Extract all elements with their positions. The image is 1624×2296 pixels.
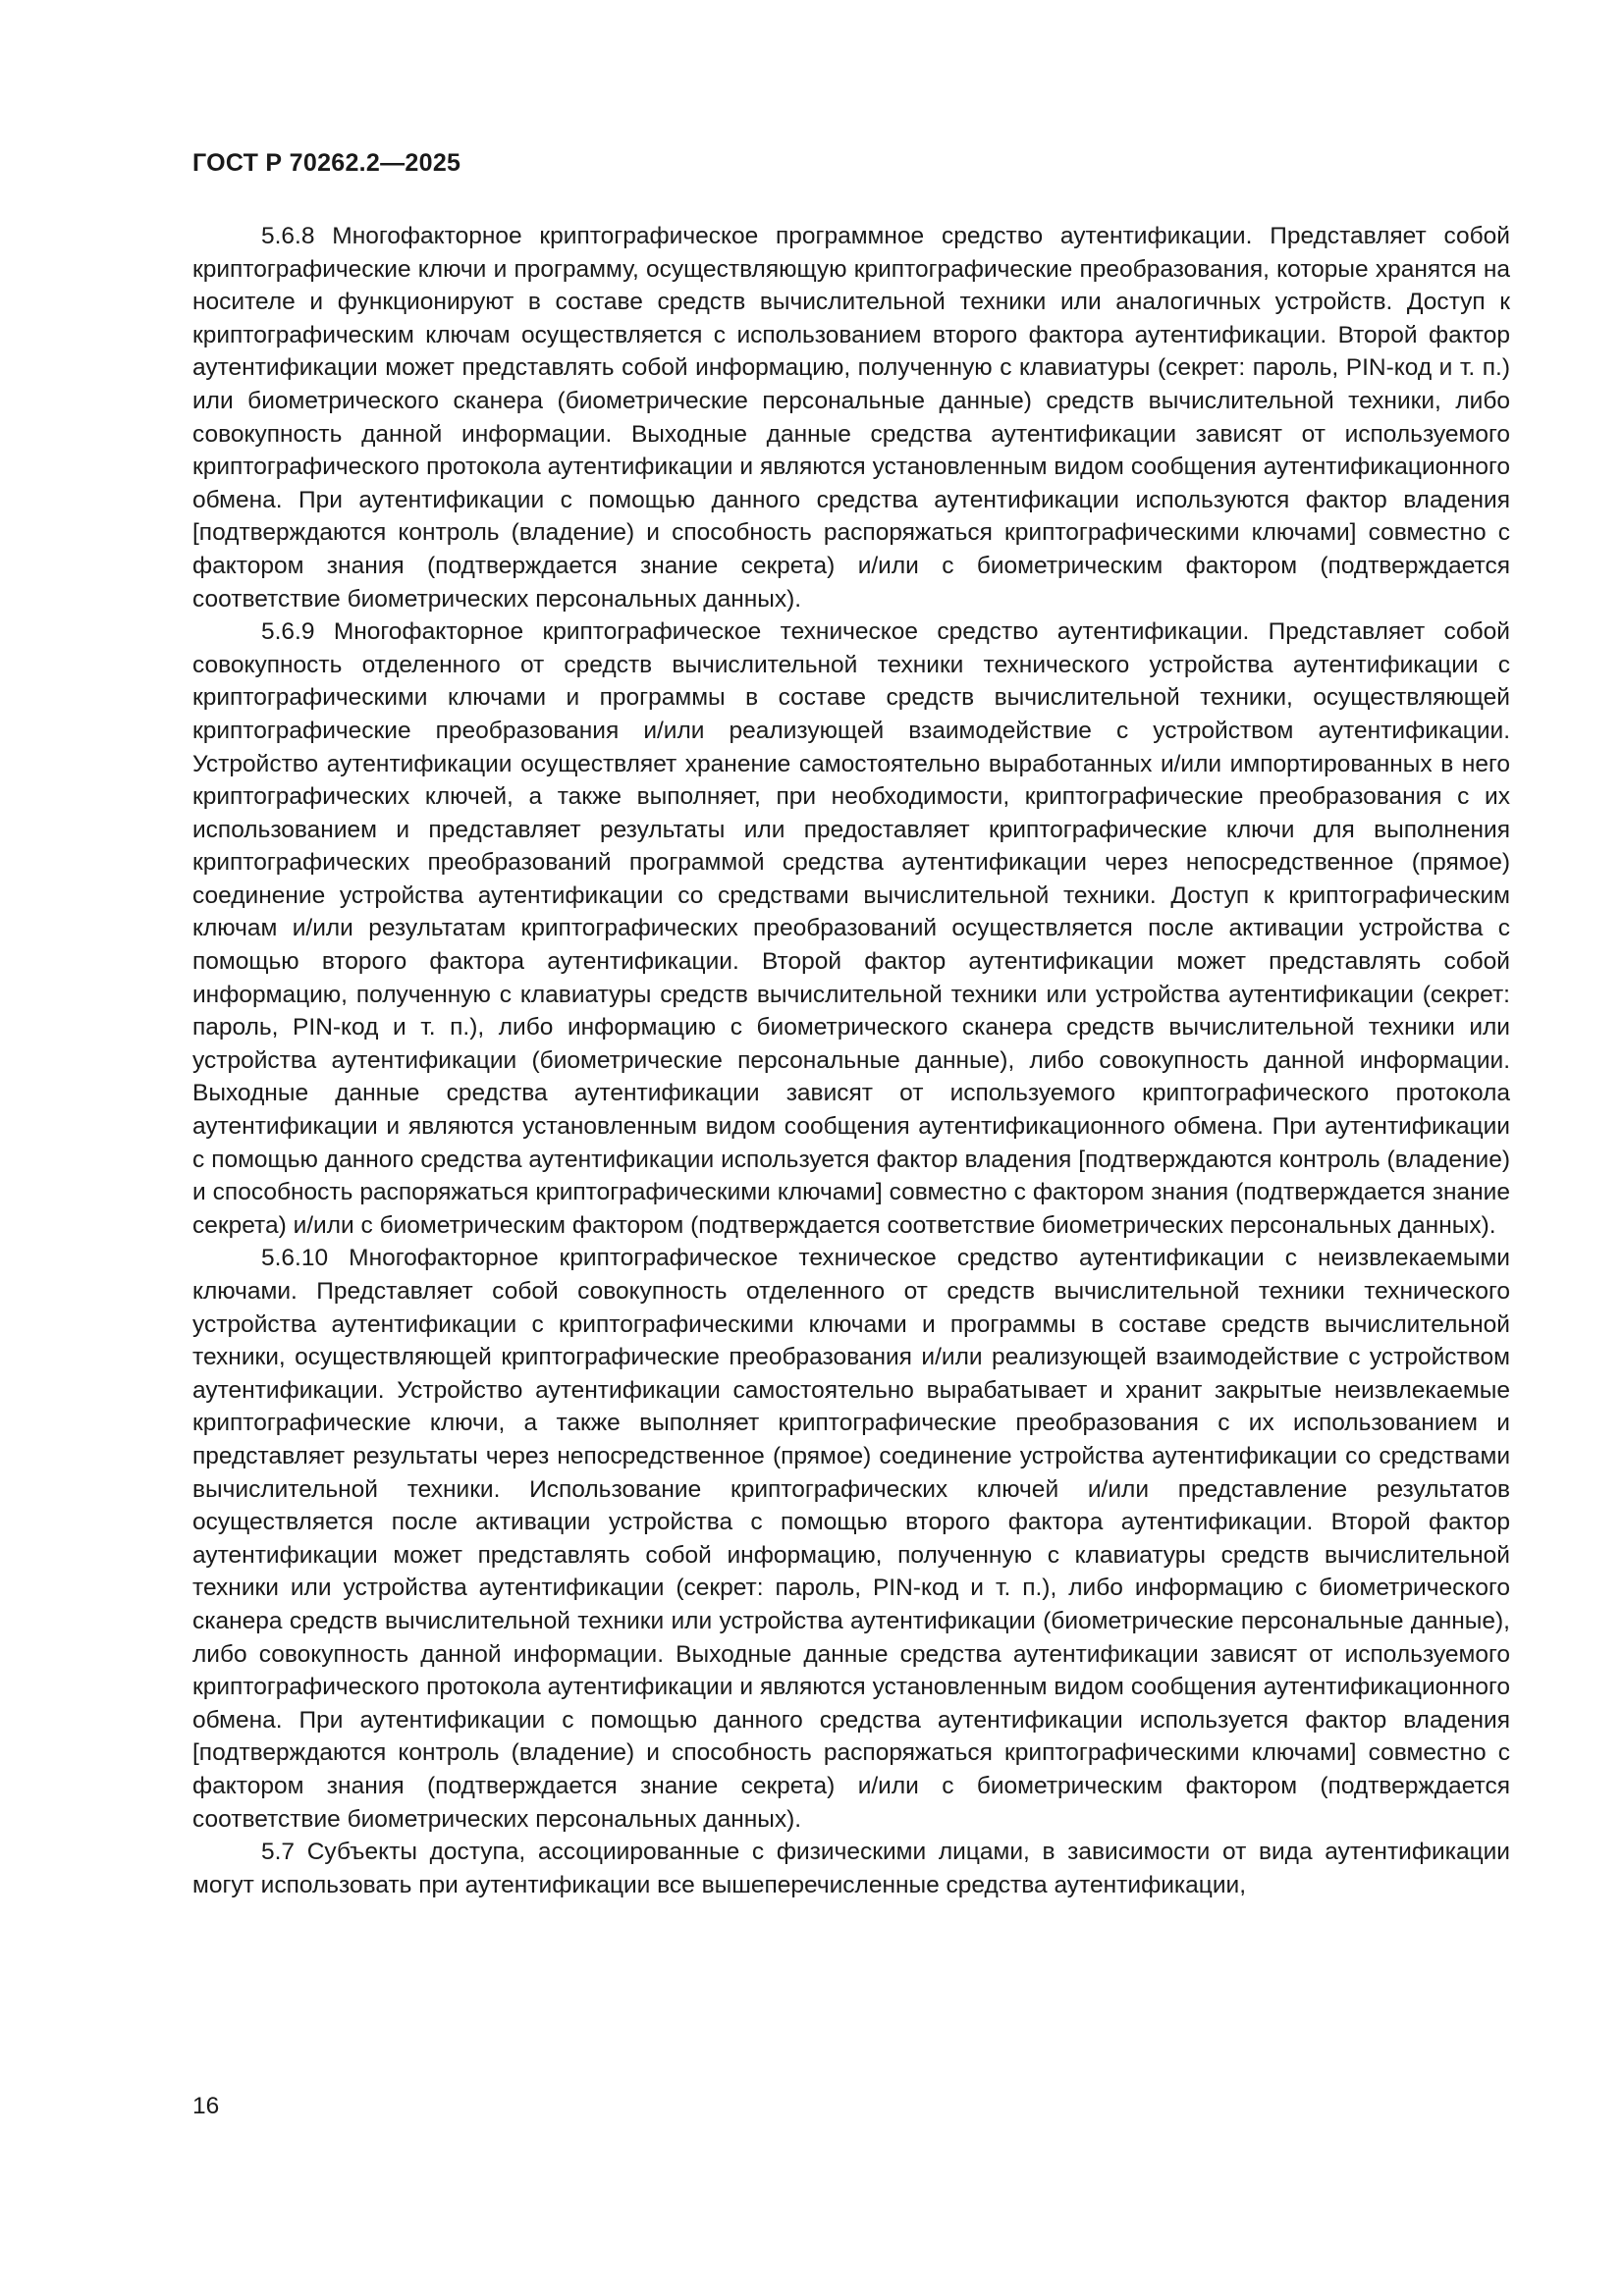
paragraph-5-6-8: 5.6.8 Многофакторное криптографическое программное средство аутентификации. Представляет собой криптографические ключи и программу, осуществляющую криптографические преобразования, которые хранятся на носителе и функционируют в составе средств вычислительной техники или аналогичных устройств. Доступ к криптографическим ключам осуществляется с использованием второго фактора аутентификации. Второй фактор аутентификации может представлять собой информацию, полученную с клавиатуры (секрет: пароль, PIN-код и т. п.) или биометрического сканера (биометрические персональные данные) средств вычислительной техники, либо совокупность данной информации. Выходные данные средства аутентификации зависят от используемого криптографического протокола аутентификации и являются установленным видом сообщения аутентификационного обмена. При аутентификации с помощью данного средства аутентификации используются фактор владения [подтверждаются контроль (владение) и способность распоряжаться криптографическими ключами] совместно с фактором знания (подтверждается знание секрета) и/или с биометрическим фактором (подтверждается соответствие биометрических персональных данных).	[192, 223, 1510, 613]
paragraph-5-6-10: 5.6.10 Многофакторное криптографическое техническое средство аутентификации с неизвлекаемыми ключами. Представляет собой совокупность отделенного от средств вычислительной техники технического устройства аутентификации с криптографическими ключами и программы в составе средств вычислительной техники, осуществляющей криптографические преобразования и/или реализующей взаимодействие с устройством аутентификации. Устройство аутентификации самостоятельно вырабатывает и хранит закрытые неизвлекаемые криптографические ключи, а также выполняет криптографические преобразования с их использованием и представляет результаты через непосредственное (прямое) соединение устройства аутентификации со средствами вычислительной техники. Использование криптографических ключей и/или представление результатов осуществляется после активации устройства с помощью второго фактора аутентификации. Второй фактор аутентификации может представлять собой информацию, полученную с клавиатуры средств вычислительной техники или устройства аутентификации (секрет: пароль, PIN-код и т. п.), либо информацию с биометрического сканера средств вычислительной техники или устройства аутентификации (биометрические персональные данные), либо совокупность данной информации. Выходные данные средства аутентификации зависят от используемого криптографического протокола аутентификации и являются установленным видом сообщения аутентификационного обмена. При аутентификации с помощью данного средства аутентификации используется фактор владения [подтверждаются контроль (владение) и способность распоряжаться криптографическими ключами] совместно с фактором знания (подтверждается знание секрета) и/или с биометрическим фактором (подтверждается соответствие биометрических персональных данных).	[192, 1245, 1510, 1833]
document-body	[192, 220, 1510, 1901]
page-number: 16	[192, 2093, 220, 2119]
paragraph-5-7: 5.7 Субъекты доступа, ассоциированные с физическими лицами, в зависимости от вида аутентификации могут использовать при аутентификации все вышеперечисленные средства аутентификации,	[192, 1839, 1510, 1898]
paragraph-5-6-9: 5.6.9 Многофакторное криптографическое техническое средство аутентификации. Представляет собой совокупность отделенного от средств вычислительной техники технического устройства аутентификации с криптографическими ключами и программы в составе средств вычислительной техники, осуществляющей криптографические преобразования и/или реализующей взаимодействие с устройством аутентификации. Устройство аутентификации осуществляет хранение самостоятельно выработанных и/или импортированных в него криптографических ключей, а также выполняет, при необходимости, криптографические преобразования с их использованием и представляет результаты или предоставляет криптографические ключи для выполнения криптографических преобразований программой средства аутентификации через непосредственное (прямое) соединение устройства аутентификации со средствами вычислительной техники. Доступ к криптографическим ключам и/или результатам криптографических преобразований осуществляется после активации устройства с помощью второго фактора аутентификации. Второй фактор аутентификации может представлять собой информацию, полученную с клавиатуры средств вычислительной техники или устройства аутентификации (секрет: пароль, PIN-код и т. п.), либо информацию с биометрического сканера средств вычислительной техники или устройства аутентификации (биометрические персональные данные), либо совокупность данной информации. Выходные данные средства аутентификации зависят от используемого криптографического протокола аутентификации и являются установленным видом сообщения аутентификационного обмена. При аутентификации с помощью данного средства аутентификации используется фактор владения [подтверждаются контроль (владение) и способность распоряжаться криптографическими ключами] совместно с фактором знания (подтверждается знание секрета) и/или с биометрическим фактором (подтверждается соответствие биометрических персональных данных).	[192, 618, 1510, 1239]
document-header-title: ГОСТ Р 70262.2—2025	[192, 149, 461, 177]
